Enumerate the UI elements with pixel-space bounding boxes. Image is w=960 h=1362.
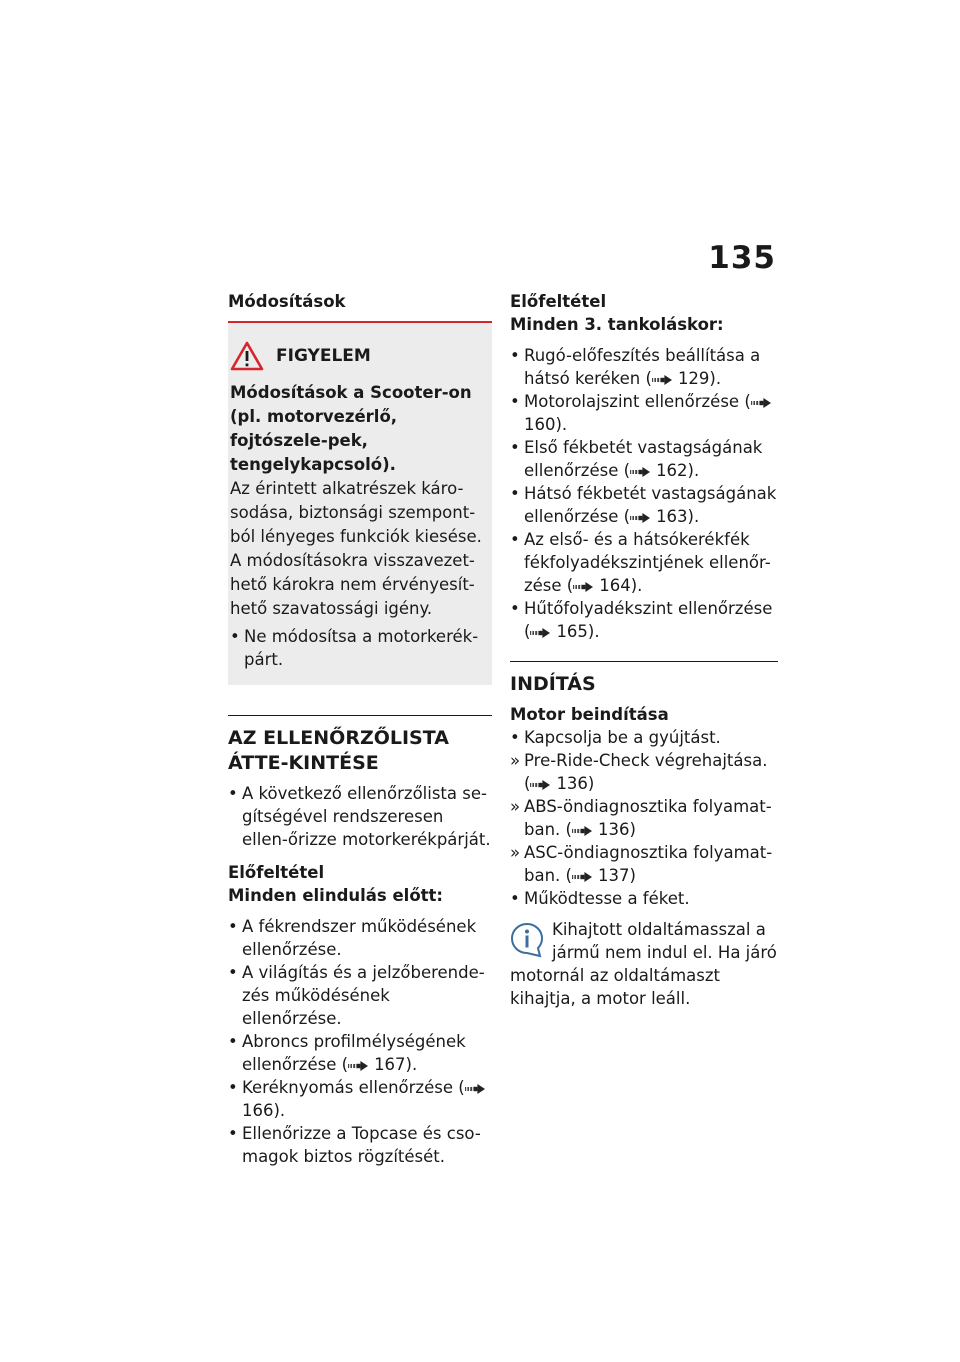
bullet-marker: •: [510, 392, 520, 411]
precondition-text: Minden 3. tankoláskor:: [510, 315, 724, 334]
page-reference-arrow-icon: [572, 826, 594, 836]
list-item: [228, 1122, 492, 1168]
list-item: [510, 749, 778, 795]
bullet-marker: •: [228, 1032, 238, 1051]
page-reference: 160).: [524, 415, 568, 434]
checklist-section-title: AZ ELLENŐRZŐLISTA ÁTTE-KINTÉSE: [228, 727, 449, 774]
page-reference-arrow-icon: [572, 872, 594, 882]
page-reference: 136): [597, 820, 636, 839]
page-reference: 137): [597, 866, 636, 885]
info-note-text: Kihajtott oldaltámasszal a jármű nem indul el. Ha járó motornál az oldaltámaszt kihajtja, a motor leáll.: [510, 920, 777, 1008]
checklist-intro-list: [228, 782, 492, 851]
list-item-text: Abroncs profilmélységének ellenőrzése (: [242, 1032, 466, 1074]
page-reference: 129).: [677, 369, 722, 388]
precondition-label: Előfeltétel: [510, 292, 607, 311]
list-item-text: Rugó-előfeszítés beállítása a hátsó keréken (: [524, 346, 761, 388]
list-item-text: Első fékbetét vastagságának ellenőrzése (: [524, 438, 763, 480]
list-item: • Ne módosítsa a motorkerék-párt.: [230, 627, 479, 669]
page-reference-arrow-icon: [465, 1084, 487, 1094]
list-item-text: Hátsó fékbetét vastagságának ellenőrzése (: [524, 484, 777, 526]
precondition-text: Minden elindulás előtt:: [228, 886, 444, 905]
bullet-marker: •: [510, 346, 520, 365]
bullet-marker: •: [510, 728, 520, 747]
list-item: [228, 915, 492, 961]
bullet-marker: •: [228, 1124, 238, 1143]
page-reference-arrow-icon: [530, 780, 552, 790]
right-column: [510, 290, 778, 1010]
start-section: [510, 661, 778, 1010]
bullet-marker: •: [228, 963, 238, 982]
bullet-marker: •: [510, 599, 520, 618]
before-ride-list: [228, 915, 492, 1168]
page-reference: 166).: [242, 1101, 286, 1120]
warning-text: Az érintett alkatrészek káro-sodása, biztonsági szempont-ból lényeges funkciók kiesése. A módosításokra visszavezet-hető károkra nem érvényesít-hető szavatossági igény.: [230, 479, 482, 618]
start-section-title: INDÍTÁS: [510, 673, 596, 695]
bullet-marker: •: [510, 484, 520, 503]
warning-title: FIGYELEM: [276, 346, 371, 366]
list-item: [228, 961, 492, 1030]
list-item-text: A fékrendszer működésének ellenőrzése.: [242, 917, 477, 959]
list-item-text: Motorolajszint ellenőrzése (: [524, 392, 751, 411]
warning-header: [230, 341, 482, 371]
list-item-text: Pre-Ride-Check végrehajtása. (: [524, 751, 768, 793]
precondition-label: Előfeltétel: [228, 863, 325, 882]
bullet-marker: •: [510, 530, 520, 549]
list-item: [510, 597, 778, 643]
page-number: 135: [708, 240, 776, 276]
page-reference-arrow-icon: [630, 513, 652, 523]
list-item: [510, 436, 778, 482]
warning-box: [228, 321, 492, 685]
list-item: [228, 1076, 492, 1122]
page-reference: 165).: [556, 622, 600, 641]
engine-start-list: [510, 726, 778, 910]
list-item-text: Működtesse a féket.: [524, 889, 690, 908]
page-reference: 136): [556, 774, 595, 793]
page-reference-arrow-icon: [530, 628, 552, 638]
bullet-marker: •: [228, 917, 238, 936]
modifications-heading: Módosítások: [228, 292, 346, 311]
list-item-text: A világítás és a jelzőberende-zés működésének ellenőrzése.: [242, 963, 485, 1028]
info-note: [510, 918, 778, 1010]
page-reference-arrow-icon: [348, 1061, 370, 1071]
list-item: [510, 841, 778, 887]
list-item: [510, 344, 778, 390]
page-reference: 163).: [656, 507, 700, 526]
bullet-marker: »: [510, 751, 521, 770]
list-item-text: Hűtőfolyadékszint ellenőrzése (: [524, 599, 773, 641]
warning-triangle-icon: [230, 341, 264, 371]
page-reference-arrow-icon: [630, 467, 652, 477]
refuel-check-list: [510, 344, 778, 643]
bullet-marker: •: [510, 438, 520, 457]
bullet-marker: •: [510, 889, 520, 908]
page-reference-arrow-icon: [652, 375, 674, 385]
bullet-marker: •: [228, 1078, 238, 1097]
engine-start-heading: Motor beindítása: [510, 705, 669, 724]
page-reference: 167).: [374, 1055, 418, 1074]
bullet-marker: »: [510, 843, 521, 862]
list-item: [228, 1030, 492, 1076]
list-item: • A következő ellenőrzőlista se-gítségével rendszeresen ellen-őrizze motorkerékpárját.: [228, 784, 491, 849]
list-item: [510, 887, 778, 910]
list-item-text: Kapcsolja be a gyújtást.: [524, 728, 721, 747]
left-column: [228, 290, 492, 1168]
warning-list: [230, 625, 482, 671]
info-icon: [510, 922, 544, 958]
page-reference-arrow-icon: [573, 582, 595, 592]
list-item-text: Az első- és a hátsókerékfék fékfolyadékszintjének ellenőr-zése (: [524, 530, 771, 595]
checklist-section: [228, 715, 492, 1168]
list-item: [510, 482, 778, 528]
page-reference-arrow-icon: [751, 398, 773, 408]
list-item-text: ASC-öndiagnosztika folyamat-ban. (: [524, 843, 773, 885]
list-item-text: Ellenőrizze a Topcase és cso-magok biztos rögzítését.: [242, 1124, 481, 1166]
warning-bold-text: Módosítások a Scooter-on (pl. motorvezérlő, fojtószele-pek, tengelykapcsoló).: [230, 383, 472, 474]
bullet-marker: »: [510, 797, 521, 816]
list-item: [510, 726, 778, 749]
list-item: [510, 390, 778, 436]
list-item: [510, 795, 778, 841]
list-item-text: Keréknyomás ellenőrzése (: [242, 1078, 465, 1097]
page-reference: 164).: [599, 576, 643, 595]
list-item: [510, 528, 778, 597]
list-item-text: ABS-öndiagnosztika folyamat-ban. (: [524, 797, 772, 839]
page-reference: 162).: [656, 461, 700, 480]
